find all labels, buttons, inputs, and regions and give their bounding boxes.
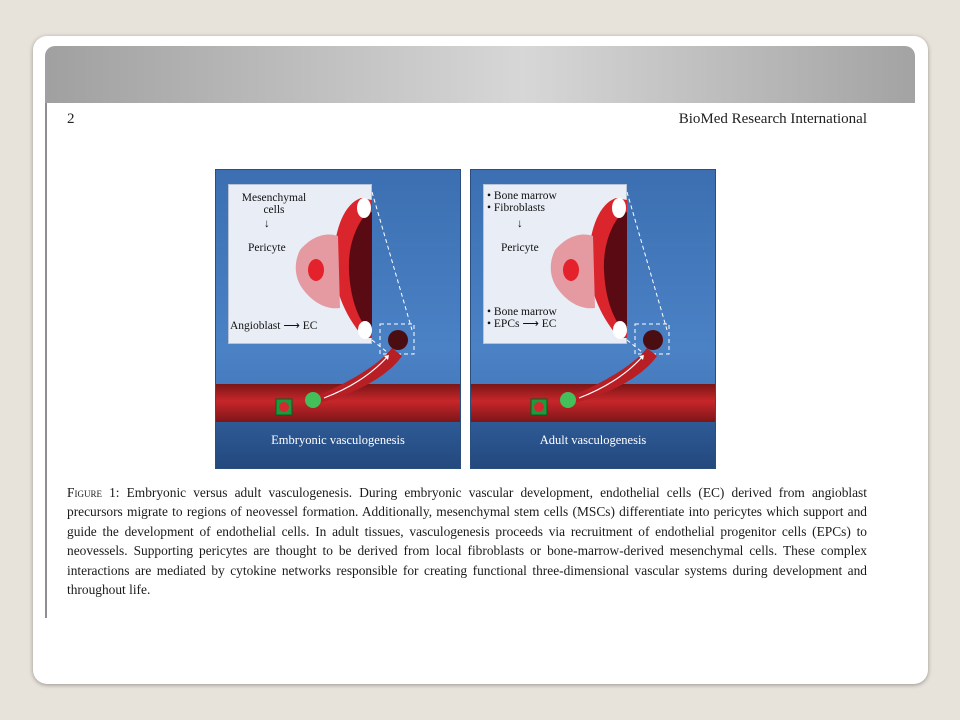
label-angioblast-ec: Angioblast ⟶ EC [230,320,318,332]
figure-caption-label: Figure 1 [67,485,116,500]
label-bone-marrow-fibroblasts: • Bone marrow • Fibroblasts [487,190,557,214]
figure-caption [67,483,867,599]
label-pericyte: Pericyte [248,242,286,254]
figure-caption-text: : Embryonic versus adult vasculogenesis. During embryonic vascular development, endothelial cells (EC) derived from angioblast precursors migrate to regions of neovessel formation. Additionally, mesenchymal stem cells (MSCs) differentiate into pericytes which support and guide the development of endothelial cells. In adult tissues, vasculogenesis proceeds via recruitment of endothelial progenitor cells (EPCs) to neovessels. Supporting pericytes are thought to be derived from local fibroblasts or bone-marrow-derived mesenchymal cells. These complex interactions are mediated by cytokine networks responsible for creating functional three-dimensional vascular systems during development and throughout life. [67,485,867,598]
panel-caption-embryonic: Embryonic vasculogenesis [216,422,460,468]
paper-page [45,103,917,618]
label-mesenchymal-cells: Mesenchymal cells [241,192,307,216]
page-number: 2 [67,111,75,127]
journal-name: BioMed Research International [678,111,867,127]
arrow-down-icon: ↓ [264,218,270,230]
slide-header-bar [45,46,915,103]
label-pericyte: Pericyte [501,242,539,254]
arrow-down-icon: ↓ [517,218,523,230]
figure-panel-adult [470,169,716,469]
figure-panel-embryonic [215,169,461,469]
label-bone-marrow-epcs-ec: • Bone marrow • EPCs ⟶ EC [487,306,557,330]
panel-caption-adult: Adult vasculogenesis [471,422,715,468]
